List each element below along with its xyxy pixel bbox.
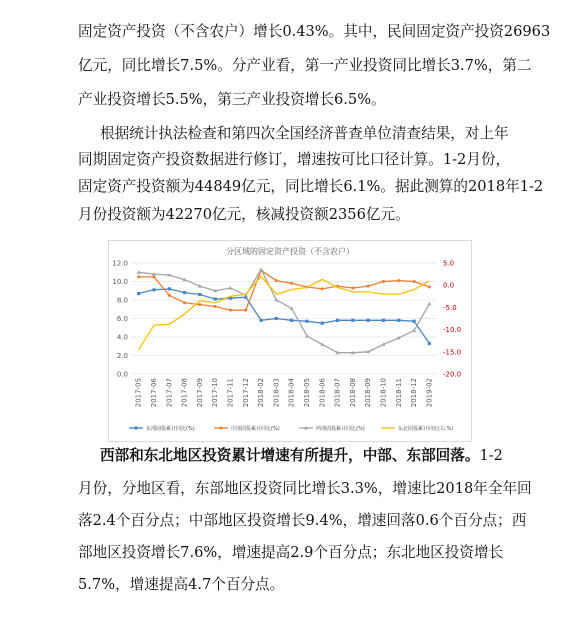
series-point <box>382 319 385 322</box>
left-axis-tick: 8.0 <box>116 296 128 305</box>
series-point <box>305 320 308 323</box>
series-point <box>367 285 370 288</box>
left-axis-tick: 12.0 <box>112 259 128 268</box>
x-axis-tick: 2017-10 <box>211 378 220 408</box>
series-point <box>137 275 140 278</box>
para3-line1 <box>100 446 503 466</box>
series-point <box>259 267 263 271</box>
series-point <box>244 309 247 312</box>
x-axis-tick: 2018-11 <box>394 378 403 408</box>
para2-line2: 同期固定资产投资数据进行修订，增速按可比口径计算。1-2月份， <box>78 151 511 168</box>
series-point <box>428 342 431 345</box>
series-point <box>275 317 278 320</box>
para1-line3: 产业投资增长5.5%，第三产业投资增长6.5%。 <box>78 91 386 108</box>
chart-title: 分区域的固定资产投资（不含农户） <box>226 247 354 256</box>
series-point <box>367 319 370 322</box>
series-point <box>382 280 385 283</box>
series-point <box>198 303 201 306</box>
para2-line1: 根据统计执法检查和第四次全国经济普查单位清查结果，对上年 <box>100 125 509 142</box>
series-point <box>198 293 201 296</box>
regional-investment-chart <box>108 240 472 442</box>
legend-label: 中部固投累计同比(%) <box>231 426 280 432</box>
series-point <box>168 294 171 297</box>
series-point <box>428 286 431 289</box>
para3-line5: 5.7%，增速提高4.7个百分点。 <box>78 576 285 593</box>
right-axis-tick: -10.0 <box>443 326 462 335</box>
series-point <box>259 319 262 322</box>
series-point <box>214 305 217 308</box>
para2-line4: 月份投资额为42270亿元，核减投资额2356亿元。 <box>78 206 410 223</box>
x-axis-tick: 2017-07 <box>165 378 174 408</box>
left-axis-tick: 4.0 <box>116 333 128 342</box>
series-point <box>152 275 155 278</box>
x-axis-tick: 2018-02 <box>257 378 266 408</box>
para3-line3: 落2.4个百分点；中部地区投资增长9.4%，增速回落0.6个百分点；西 <box>78 512 527 529</box>
series-point <box>412 320 415 323</box>
chart-svg <box>109 241 471 441</box>
series-point <box>183 301 186 304</box>
left-axis-tick: 10.0 <box>112 278 128 286</box>
x-axis-tick: 2019-02 <box>425 378 434 408</box>
para1-line2: 亿元，同比增长7.5%。分产业看，第一产业投资同比增长3.7%，第二 <box>78 57 532 74</box>
series-point <box>321 322 324 325</box>
series-point <box>214 297 217 300</box>
x-axis-tick: 2018-06 <box>318 378 327 408</box>
para1-line1: 固定资产投资（不含农户）增长0.43%。其中，民间固定资产投资26963 <box>78 23 551 40</box>
legend-label: 东部固投累计同比(%) <box>146 426 195 432</box>
right-axis-tick: 0.0 <box>443 281 455 290</box>
x-axis-tick: 2018-04 <box>287 378 296 408</box>
series-point <box>427 302 431 306</box>
series-line-3 <box>139 276 430 349</box>
para2-line3: 固定资产投资额为44849亿元，同比增长6.1%。据此测算的2018年1-2 <box>78 178 544 195</box>
x-axis-tick: 2018-10 <box>379 378 388 408</box>
series-point <box>336 319 339 322</box>
x-axis-tick: 2017-06 <box>149 378 158 408</box>
legend-label: 西部固投累计同比(%) <box>316 426 365 432</box>
left-axis-tick: 0.0 <box>116 370 128 379</box>
x-axis-tick: 2018-09 <box>364 378 373 408</box>
para3-line4: 部地区投资增长7.6%，增速提高2.9个百分点；东北地区投资增长 <box>78 544 504 561</box>
right-axis-tick: 5.0 <box>443 259 455 268</box>
series-point <box>321 287 324 290</box>
x-axis-tick: 2017-11 <box>226 378 235 408</box>
left-axis-tick: 2.0 <box>116 352 128 360</box>
right-axis-tick: -5.0 <box>443 303 457 312</box>
series-point <box>290 282 293 285</box>
series-point <box>137 292 140 295</box>
legend-marker <box>220 427 223 430</box>
series-point <box>152 288 155 291</box>
series-point <box>351 286 354 289</box>
left-axis-tick: 6.0 <box>116 315 128 323</box>
series-point <box>229 309 232 312</box>
series-point <box>275 279 278 282</box>
right-axis-tick: -20.0 <box>443 370 462 379</box>
series-point <box>351 319 354 322</box>
series-point <box>397 279 400 282</box>
legend-marker <box>135 427 138 430</box>
x-axis-tick: 2018-07 <box>333 378 342 408</box>
x-axis-tick: 2018-12 <box>410 378 419 408</box>
series-point <box>413 280 416 283</box>
series-point <box>290 319 293 322</box>
x-axis-tick: 2017-09 <box>195 378 204 408</box>
para3-bold-heading: 西部和东北地区投资累计增速有所提升，中部、东部回落。 <box>100 447 480 464</box>
right-axis-tick: -15.0 <box>443 348 462 357</box>
x-axis-tick: 2018-08 <box>348 378 357 408</box>
series-point <box>183 291 186 294</box>
x-axis-tick: 2018-05 <box>302 378 311 408</box>
series-point <box>168 287 171 290</box>
x-axis-tick: 2017-12 <box>241 378 250 408</box>
series-point <box>397 319 400 322</box>
para3-line2: 月份，分地区看，东部地区投资同比增长3.3%，增速比2018年全年回 <box>78 480 532 497</box>
x-axis-tick: 2017-05 <box>134 378 143 408</box>
x-axis-tick: 2017-08 <box>180 378 189 408</box>
para3-line1-rest: 1-2 <box>479 447 503 464</box>
legend-label: 东北固投累计同比(右,%) <box>398 426 454 432</box>
x-axis-tick: 2018-03 <box>272 378 281 408</box>
